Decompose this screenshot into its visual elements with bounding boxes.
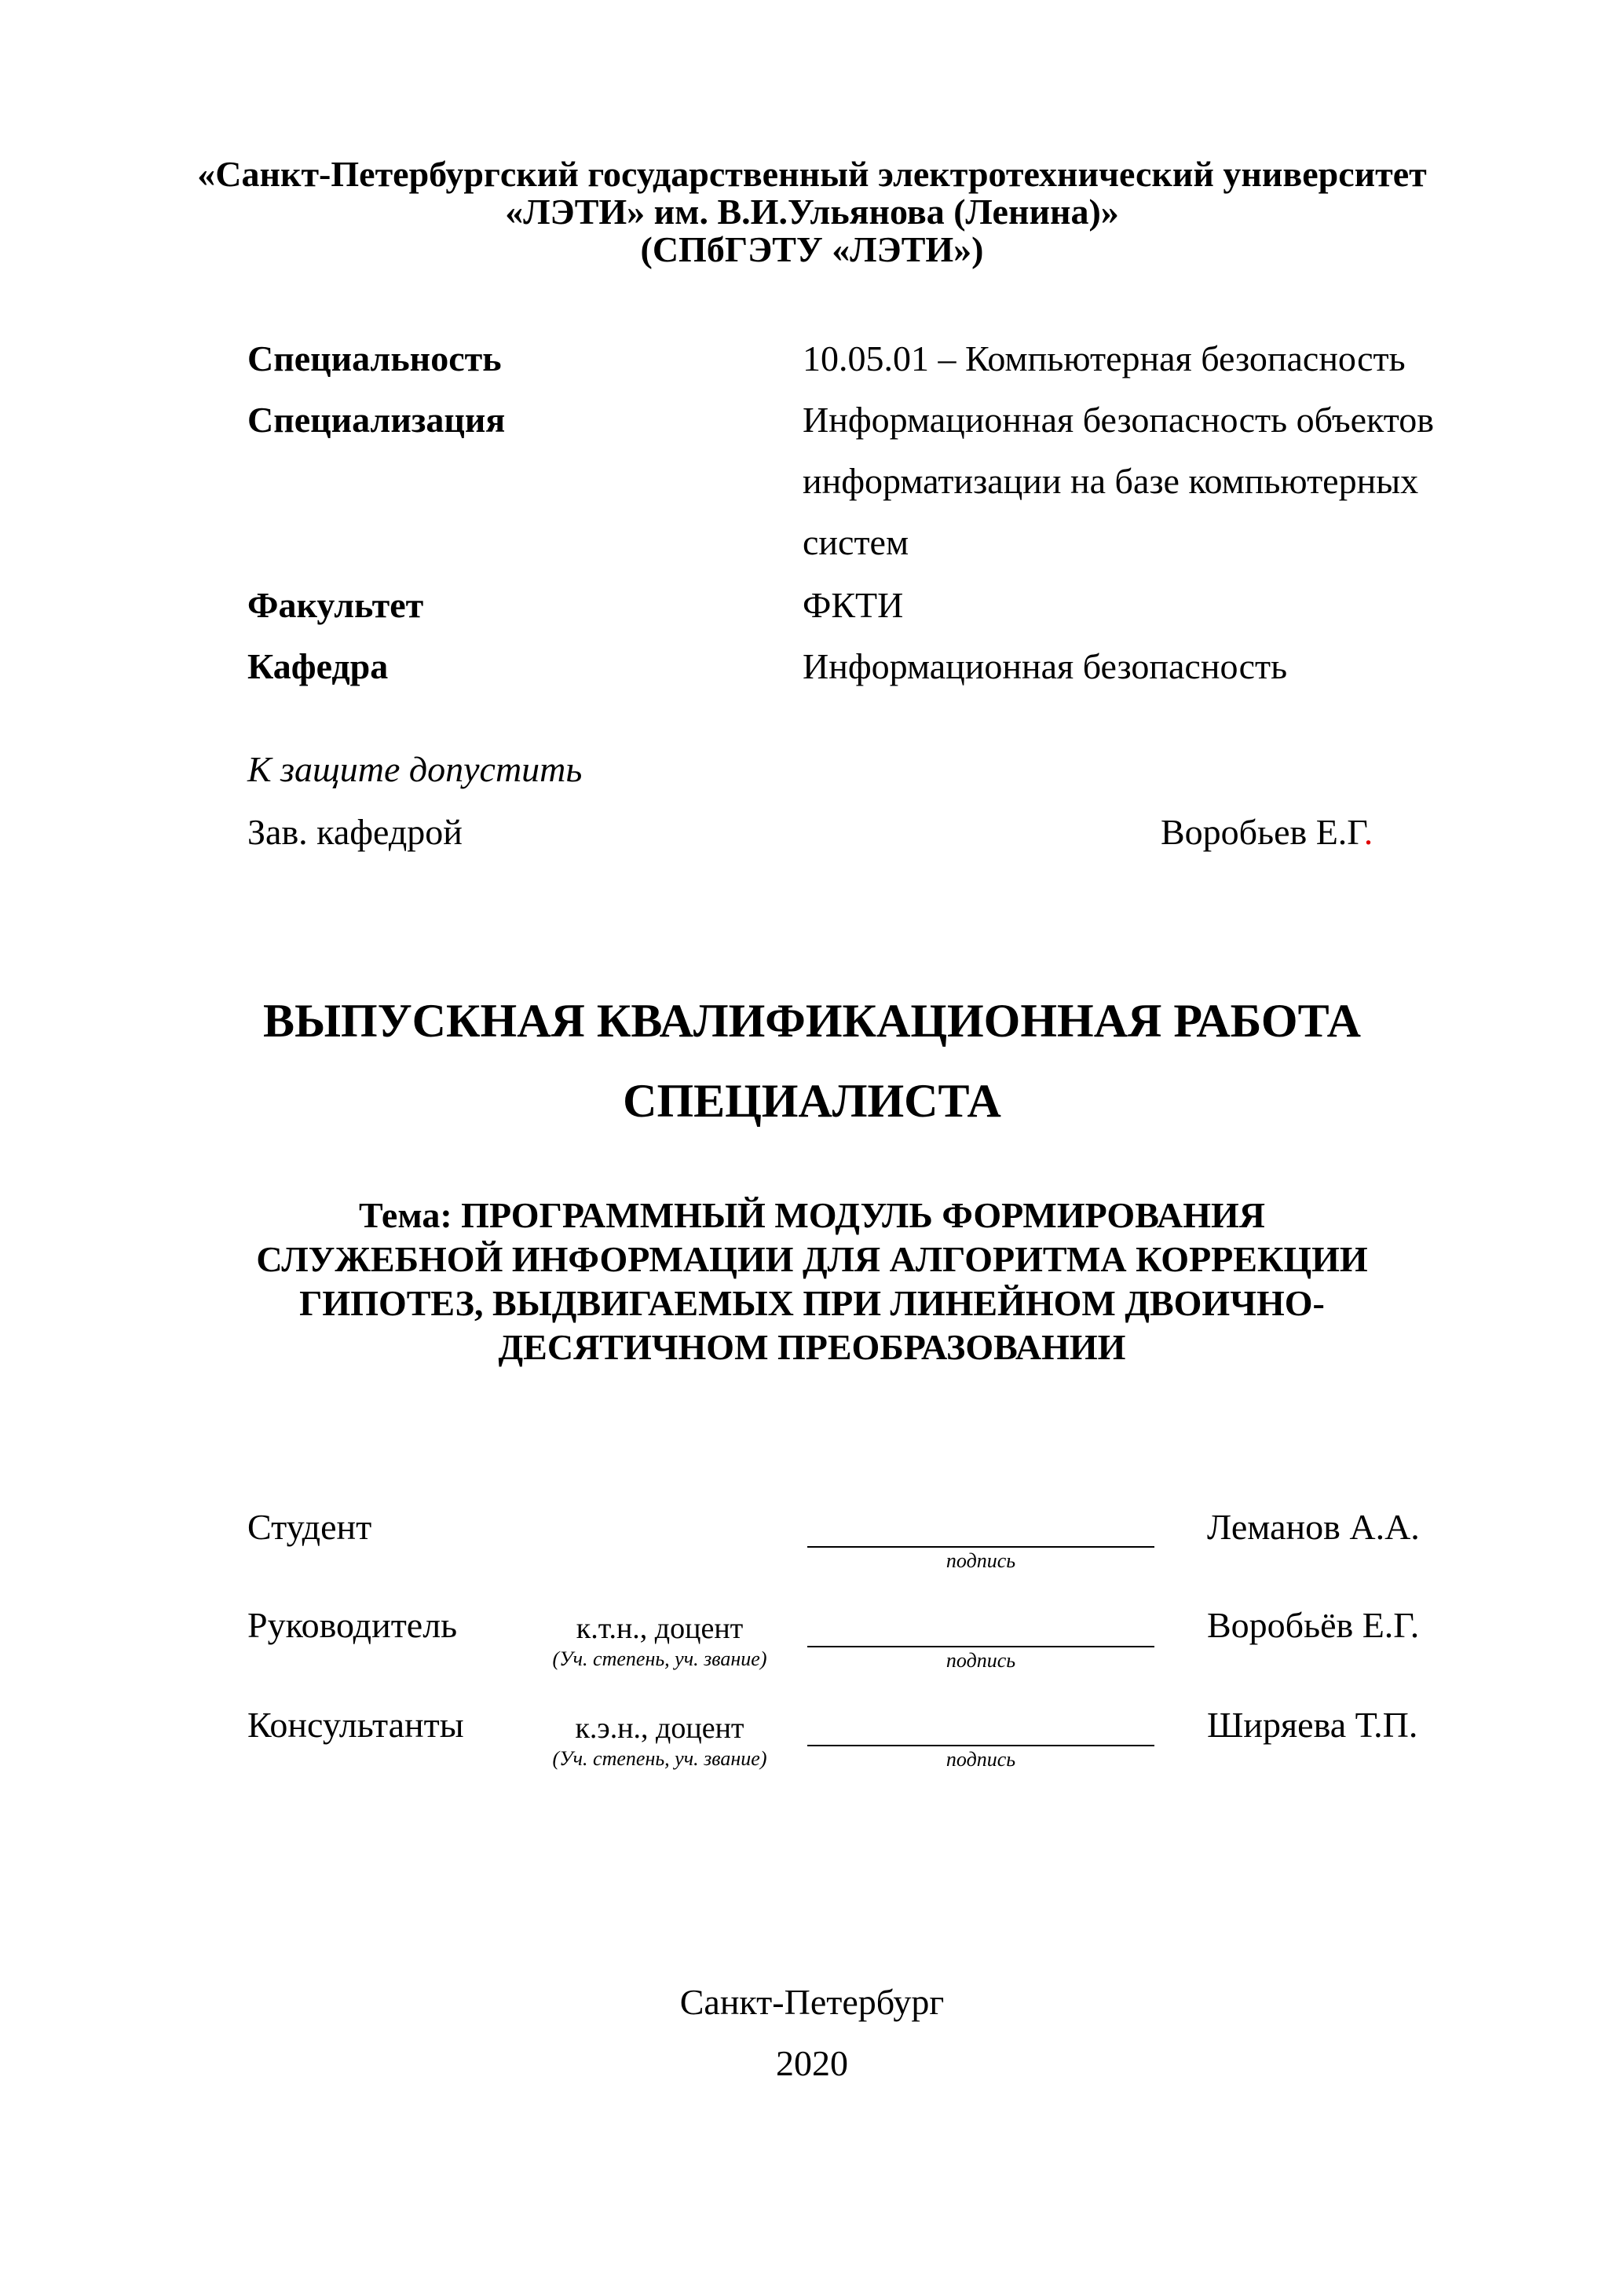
approval-role: Зав. кафедрой xyxy=(247,812,463,852)
consultant-signature-caption: подпись xyxy=(946,1748,1016,1771)
university-name-line-1: «Санкт-Петербургский государственный электротехнический университет xyxy=(197,154,1427,194)
specialization-value-line-1: Информационная безопасность объектов xyxy=(803,400,1435,440)
student-role: Студент xyxy=(247,1507,372,1547)
supervisor-degree-note: (Уч. степень, уч. звание) xyxy=(552,1647,767,1670)
approval-name-dot: . xyxy=(1363,812,1373,852)
consultant-degree: к.э.н., доцент xyxy=(575,1712,744,1745)
topic-line-1: Тема: ПРОГРАММНЫЙ МОДУЛЬ ФОРМИРОВАНИЯ xyxy=(359,1195,1265,1235)
supervisor-degree: к.т.н., доцент xyxy=(576,1612,744,1645)
specialty-value: 10.05.01 – Компьютерная безопасность xyxy=(803,338,1406,378)
supervisor-signature-caption: подпись xyxy=(946,1649,1016,1672)
consultant-signature-line[interactable] xyxy=(807,1745,1154,1746)
supervisor-role: Руководитель xyxy=(247,1605,458,1645)
year: 2020 xyxy=(776,2043,848,2083)
supervisor-signature-line[interactable] xyxy=(807,1646,1154,1647)
consultant-name: Ширяева Т.П. xyxy=(1207,1705,1418,1745)
specialization-value-line-3: систем xyxy=(803,522,909,562)
consultant-role: Консультанты xyxy=(247,1705,464,1745)
specialty-label: Специальность xyxy=(247,338,502,378)
specialization-value-line-2: информатизации на базе компьютерных xyxy=(803,461,1419,501)
city: Санкт-Петербург xyxy=(679,1982,945,2022)
department-value: Информационная безопасность xyxy=(803,646,1288,686)
department-label: Кафедра xyxy=(247,646,389,686)
topic-line-2: СЛУЖЕБНОЙ ИНФОРМАЦИИ ДЛЯ АЛГОРИТМА КОРРЕКЦИИ xyxy=(256,1239,1368,1279)
specialization-label: Специализация xyxy=(247,400,506,440)
topic-line-3: ГИПОТЕЗ, ВЫДВИГАЕМЫХ ПРИ ЛИНЕЙНОМ ДВОИЧНО- xyxy=(299,1283,1325,1323)
student-name: Леманов А.А. xyxy=(1207,1507,1420,1547)
faculty-label: Факультет xyxy=(247,585,424,625)
university-name-line-2: «ЛЭТИ» им. В.И.Ульянова (Ленина)» xyxy=(505,192,1119,232)
topic-line-4: ДЕСЯТИЧНОМ ПРЕОБРАЗОВАНИИ xyxy=(498,1327,1126,1367)
student-signature-line[interactable] xyxy=(807,1546,1154,1548)
work-title-line-2: СПЕЦИАЛИСТА xyxy=(623,1075,1001,1127)
approval-name xyxy=(1161,809,1373,856)
approval-name-text: Воробьев Е.Г xyxy=(1161,812,1364,852)
approval-heading: К защите допустить xyxy=(247,749,583,789)
university-abbreviation: (СПбГЭТУ «ЛЭТИ») xyxy=(640,229,984,269)
supervisor-name: Воробьёв Е.Г. xyxy=(1207,1605,1420,1645)
consultant-degree-note: (Уч. степень, уч. звание) xyxy=(552,1747,767,1770)
faculty-value: ФКТИ xyxy=(803,585,904,625)
student-signature-caption: подпись xyxy=(946,1549,1016,1572)
work-title-line-1: ВЫПУСКНАЯ КВАЛИФИКАЦИОННАЯ РАБОТА xyxy=(263,995,1361,1047)
